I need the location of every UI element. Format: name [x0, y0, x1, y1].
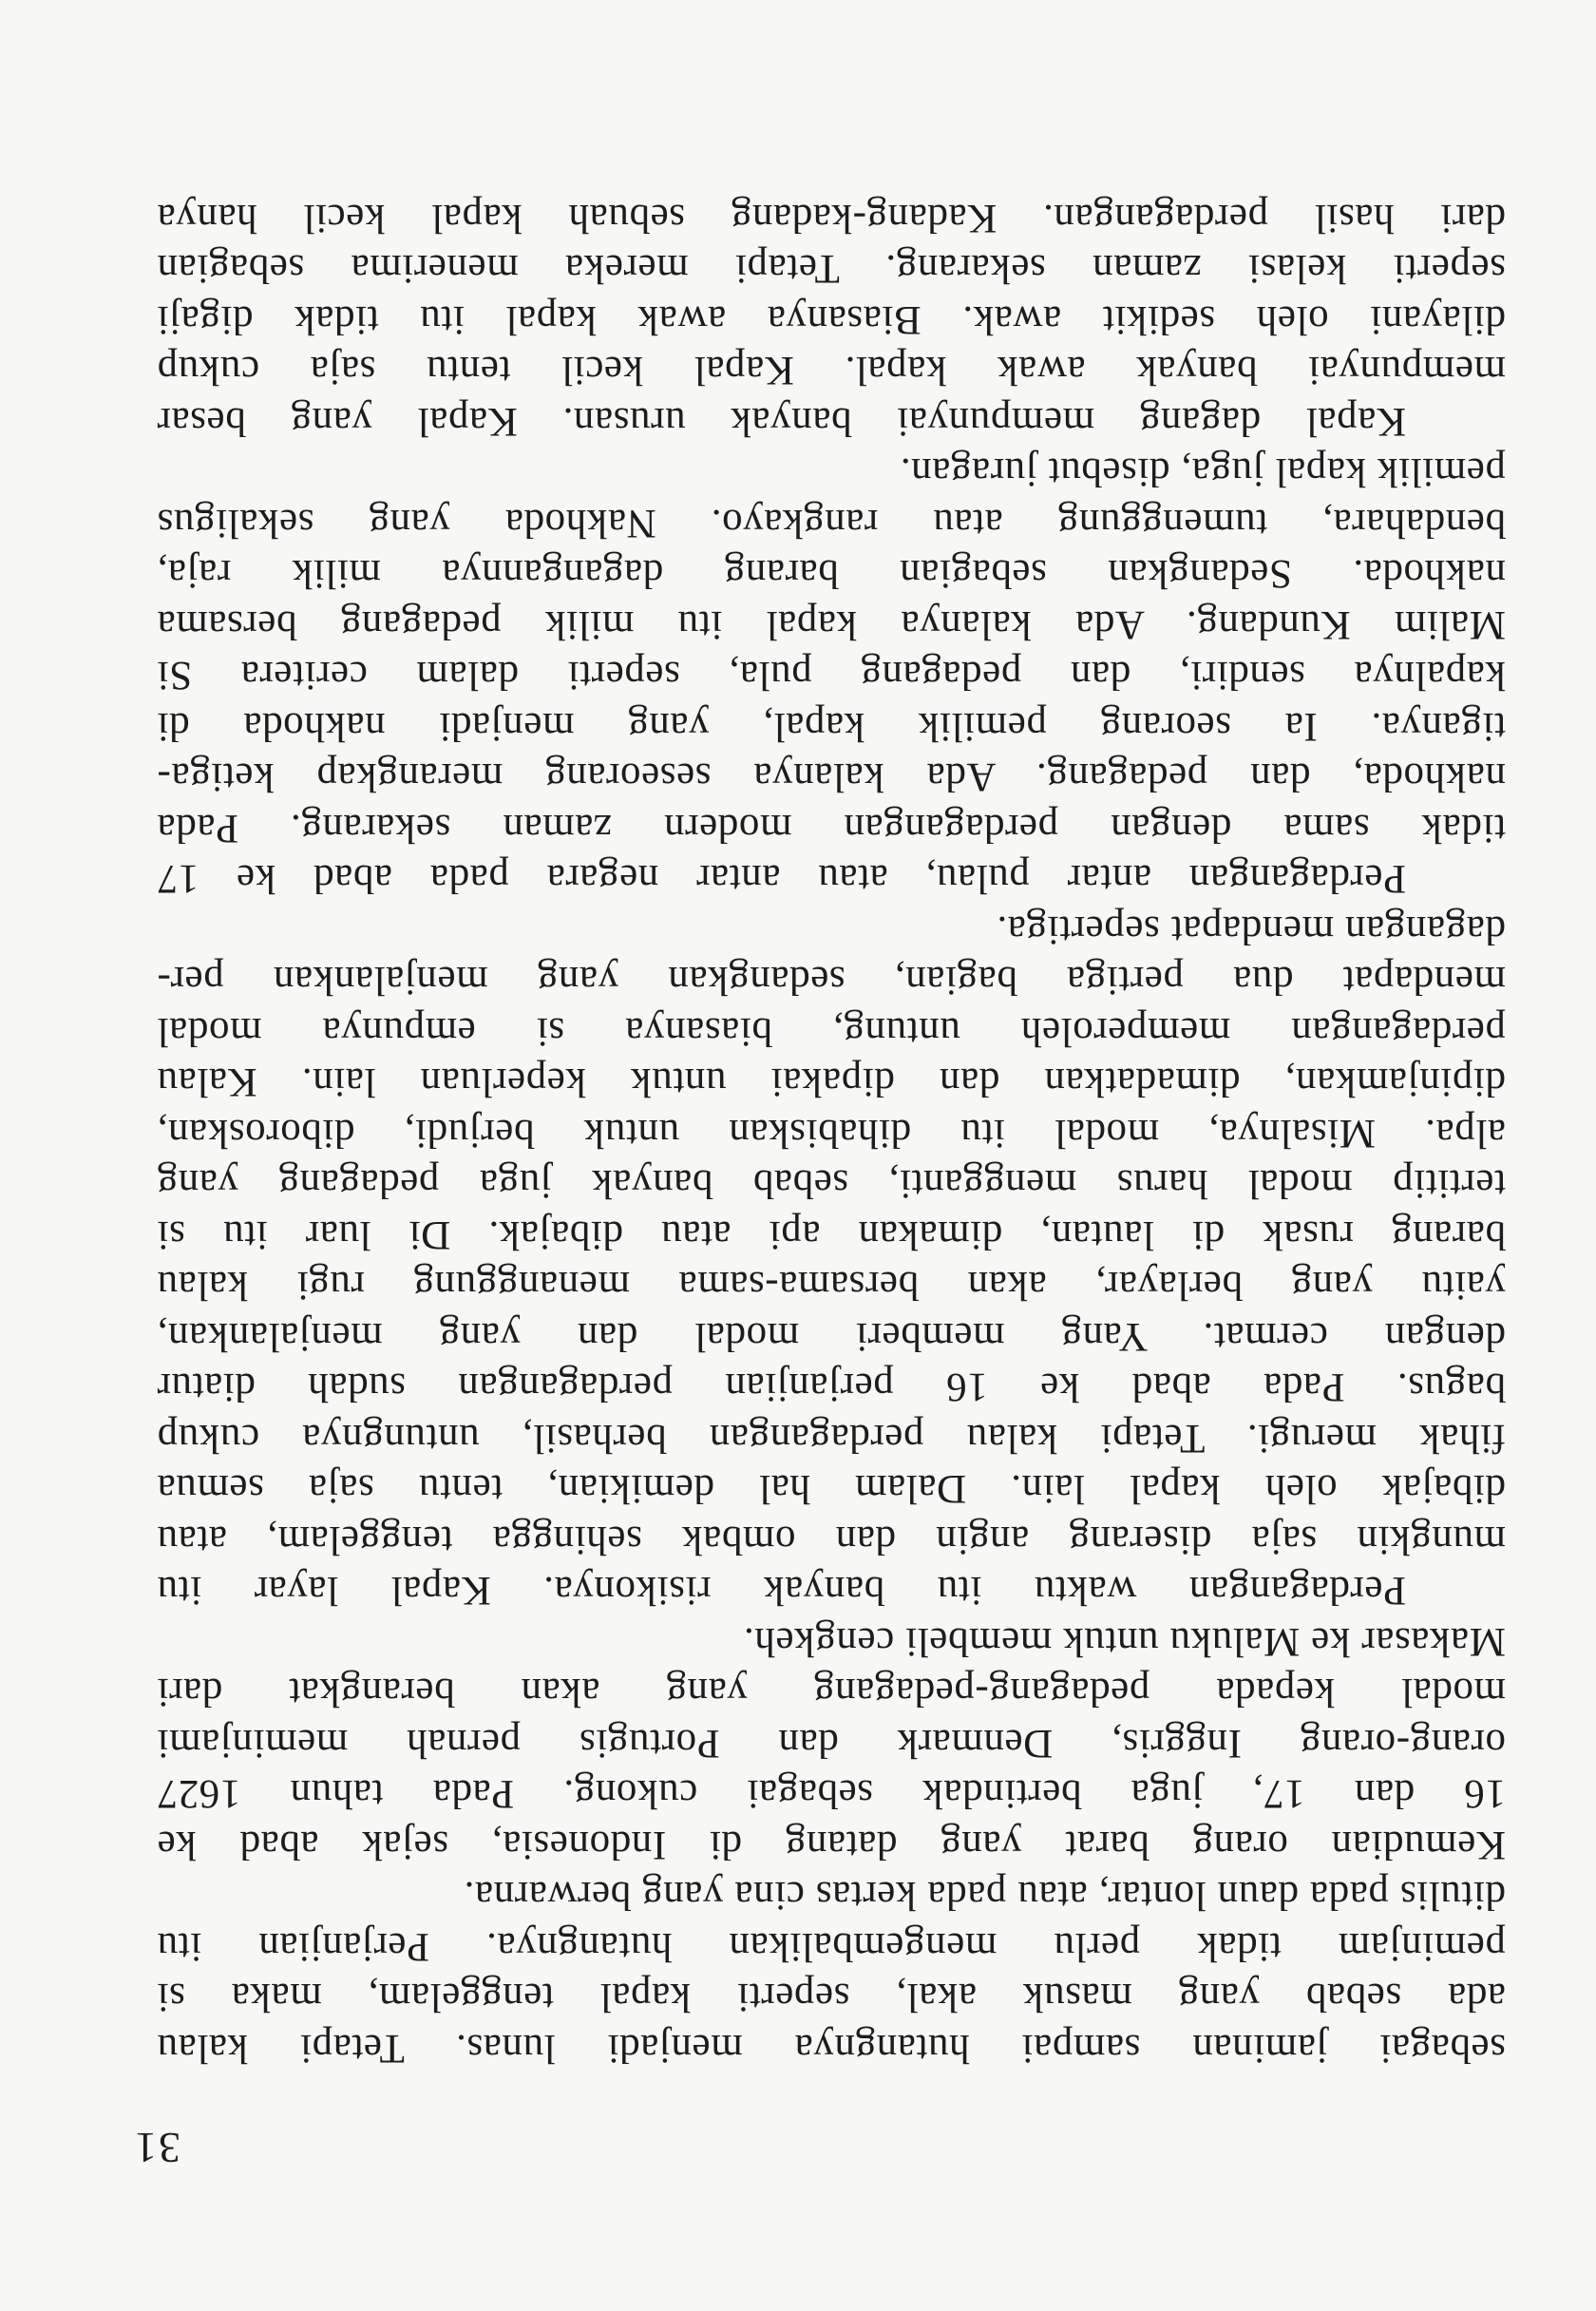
text-line: dibajak oleh kapal lain. Dalam hal demikian, tentu saja semua: [157, 1466, 1506, 1512]
text-line: alpa. Misalnya, modal itu dihabiskan untuk berjudi, diboroskan,: [157, 1111, 1506, 1156]
text-line: Kemudian orang barat yang datang di Indonesia, sejak abad ke: [157, 1823, 1506, 1867]
text-line: mungkin saja diserang angin dan ombak sehingga tenggelam, atau: [157, 1518, 1506, 1562]
text-line: Kapal dagang mempunyai banyak urusan. Kapal yang besar: [157, 399, 1406, 444]
text-line: modal kepada pedagang-pedagang yang akan berangkat dari: [157, 1670, 1506, 1715]
text-line: seperti kelasi zaman sekarang. Tetapi mereka menerima sebagian: [157, 246, 1506, 292]
text-line: mempunyai banyak awak kapal. Kapal kecil tentu saja cukup: [157, 348, 1506, 393]
text-line: perdagangan memperoleh untung, biasanya si empunya modal: [157, 1009, 1506, 1054]
text-line: fihak merugi. Tetapi kalau perdagangan berhasil, untungnya cukup: [157, 1416, 1506, 1461]
text-line: 16 dan 17, juga bertindak sebagai cukong. Pada tahun 1627: [157, 1771, 1506, 1817]
text-line: dilayani oleh sedikit awak. Biasanya awak kapal itu tidak digaji: [157, 297, 1506, 342]
text-line: barang rusak di lautan, dimakan api atau dibajak. Di luar itu si: [157, 1213, 1506, 1257]
text-line: sebagai jaminan sampai hutangnya menjadi lunas. Tetapi kalau: [157, 2026, 1506, 2071]
text-line: dipinjamkan, dimadatkan dan dipakai untuk keperluan lain. Kalau: [157, 1060, 1506, 1105]
text-line: tiganya. Ia seorang pemilik kapal, yang menjadi nakhoda di: [157, 704, 1506, 749]
text-line: bagus. Pada abad ke 16 perjanjian perdagangan sudah diatur: [157, 1365, 1506, 1410]
page-number: 31: [133, 2124, 180, 2172]
text-line: orang-orang Inggris, Denmark dan Portugis pernah meminjami: [157, 1721, 1506, 1766]
text-line: nakhoda. Sedangkan sebagian barang dagangannya milik raja,: [157, 551, 1506, 597]
text-line: dagangan mendapat sepertiga.: [996, 907, 1506, 952]
text-line: ditulis pada daun lontar, atau pada kertas cina yang berwarna.: [464, 1873, 1506, 1919]
text-line: kapalnya sendiri, dan pedagang pula, seperti dalam ceritera Si: [157, 653, 1506, 698]
text-line: yaitu yang berlayar, akan bersama-sama menanggung rugi kalau: [157, 1263, 1506, 1308]
text-line: nakhoda, dan pedagang. Ada kalanya seseorang merangkap ketiga-: [157, 754, 1506, 800]
text-line: peminjam tidak perlu mengembalikan hutangnya. Perjanjian itu: [157, 1924, 1506, 1969]
text-line: tertitip modal harus mengganti, sebab banyak juga pedagang yang: [157, 1161, 1506, 1207]
text-line: dengan cermat. Yang memberi modal dan yang menjalankan,: [157, 1314, 1506, 1359]
text-line: Perdagangan waktu itu banyak risikonya. Kapal layar itu: [157, 1568, 1406, 1614]
text-line: Malim Kundang. Ada kalanya kapal itu milik pedagang bersama: [157, 602, 1506, 647]
text-line: dari hasil perdagangan. Kadang-kadang sebuah kapal kecil hanya: [157, 196, 1506, 240]
body-text: [157, 193, 1506, 2074]
text-line: pemilik kapal juga, disebut juragan.: [900, 449, 1506, 495]
text-line: ada sebab yang masuk akal, seperti kapal tenggelam, maka si: [157, 1975, 1506, 2020]
text-line: tidak sama dengan perdagangan modern zaman sekarang. Pada: [157, 806, 1506, 850]
text-line: mendapat dua pertiga bagian, sedangkan yang menjalankan per-: [157, 958, 1506, 1003]
text-line: Makasar ke Maluku untuk membeli cengkeh.: [743, 1619, 1506, 1664]
text-line: Perdagangan antar pulau, atau antar negara pada abad ke 17: [157, 856, 1406, 902]
text-line: bendahara, tumenggung atau rangkayo. Nakhoda yang sekaligus: [157, 501, 1506, 545]
